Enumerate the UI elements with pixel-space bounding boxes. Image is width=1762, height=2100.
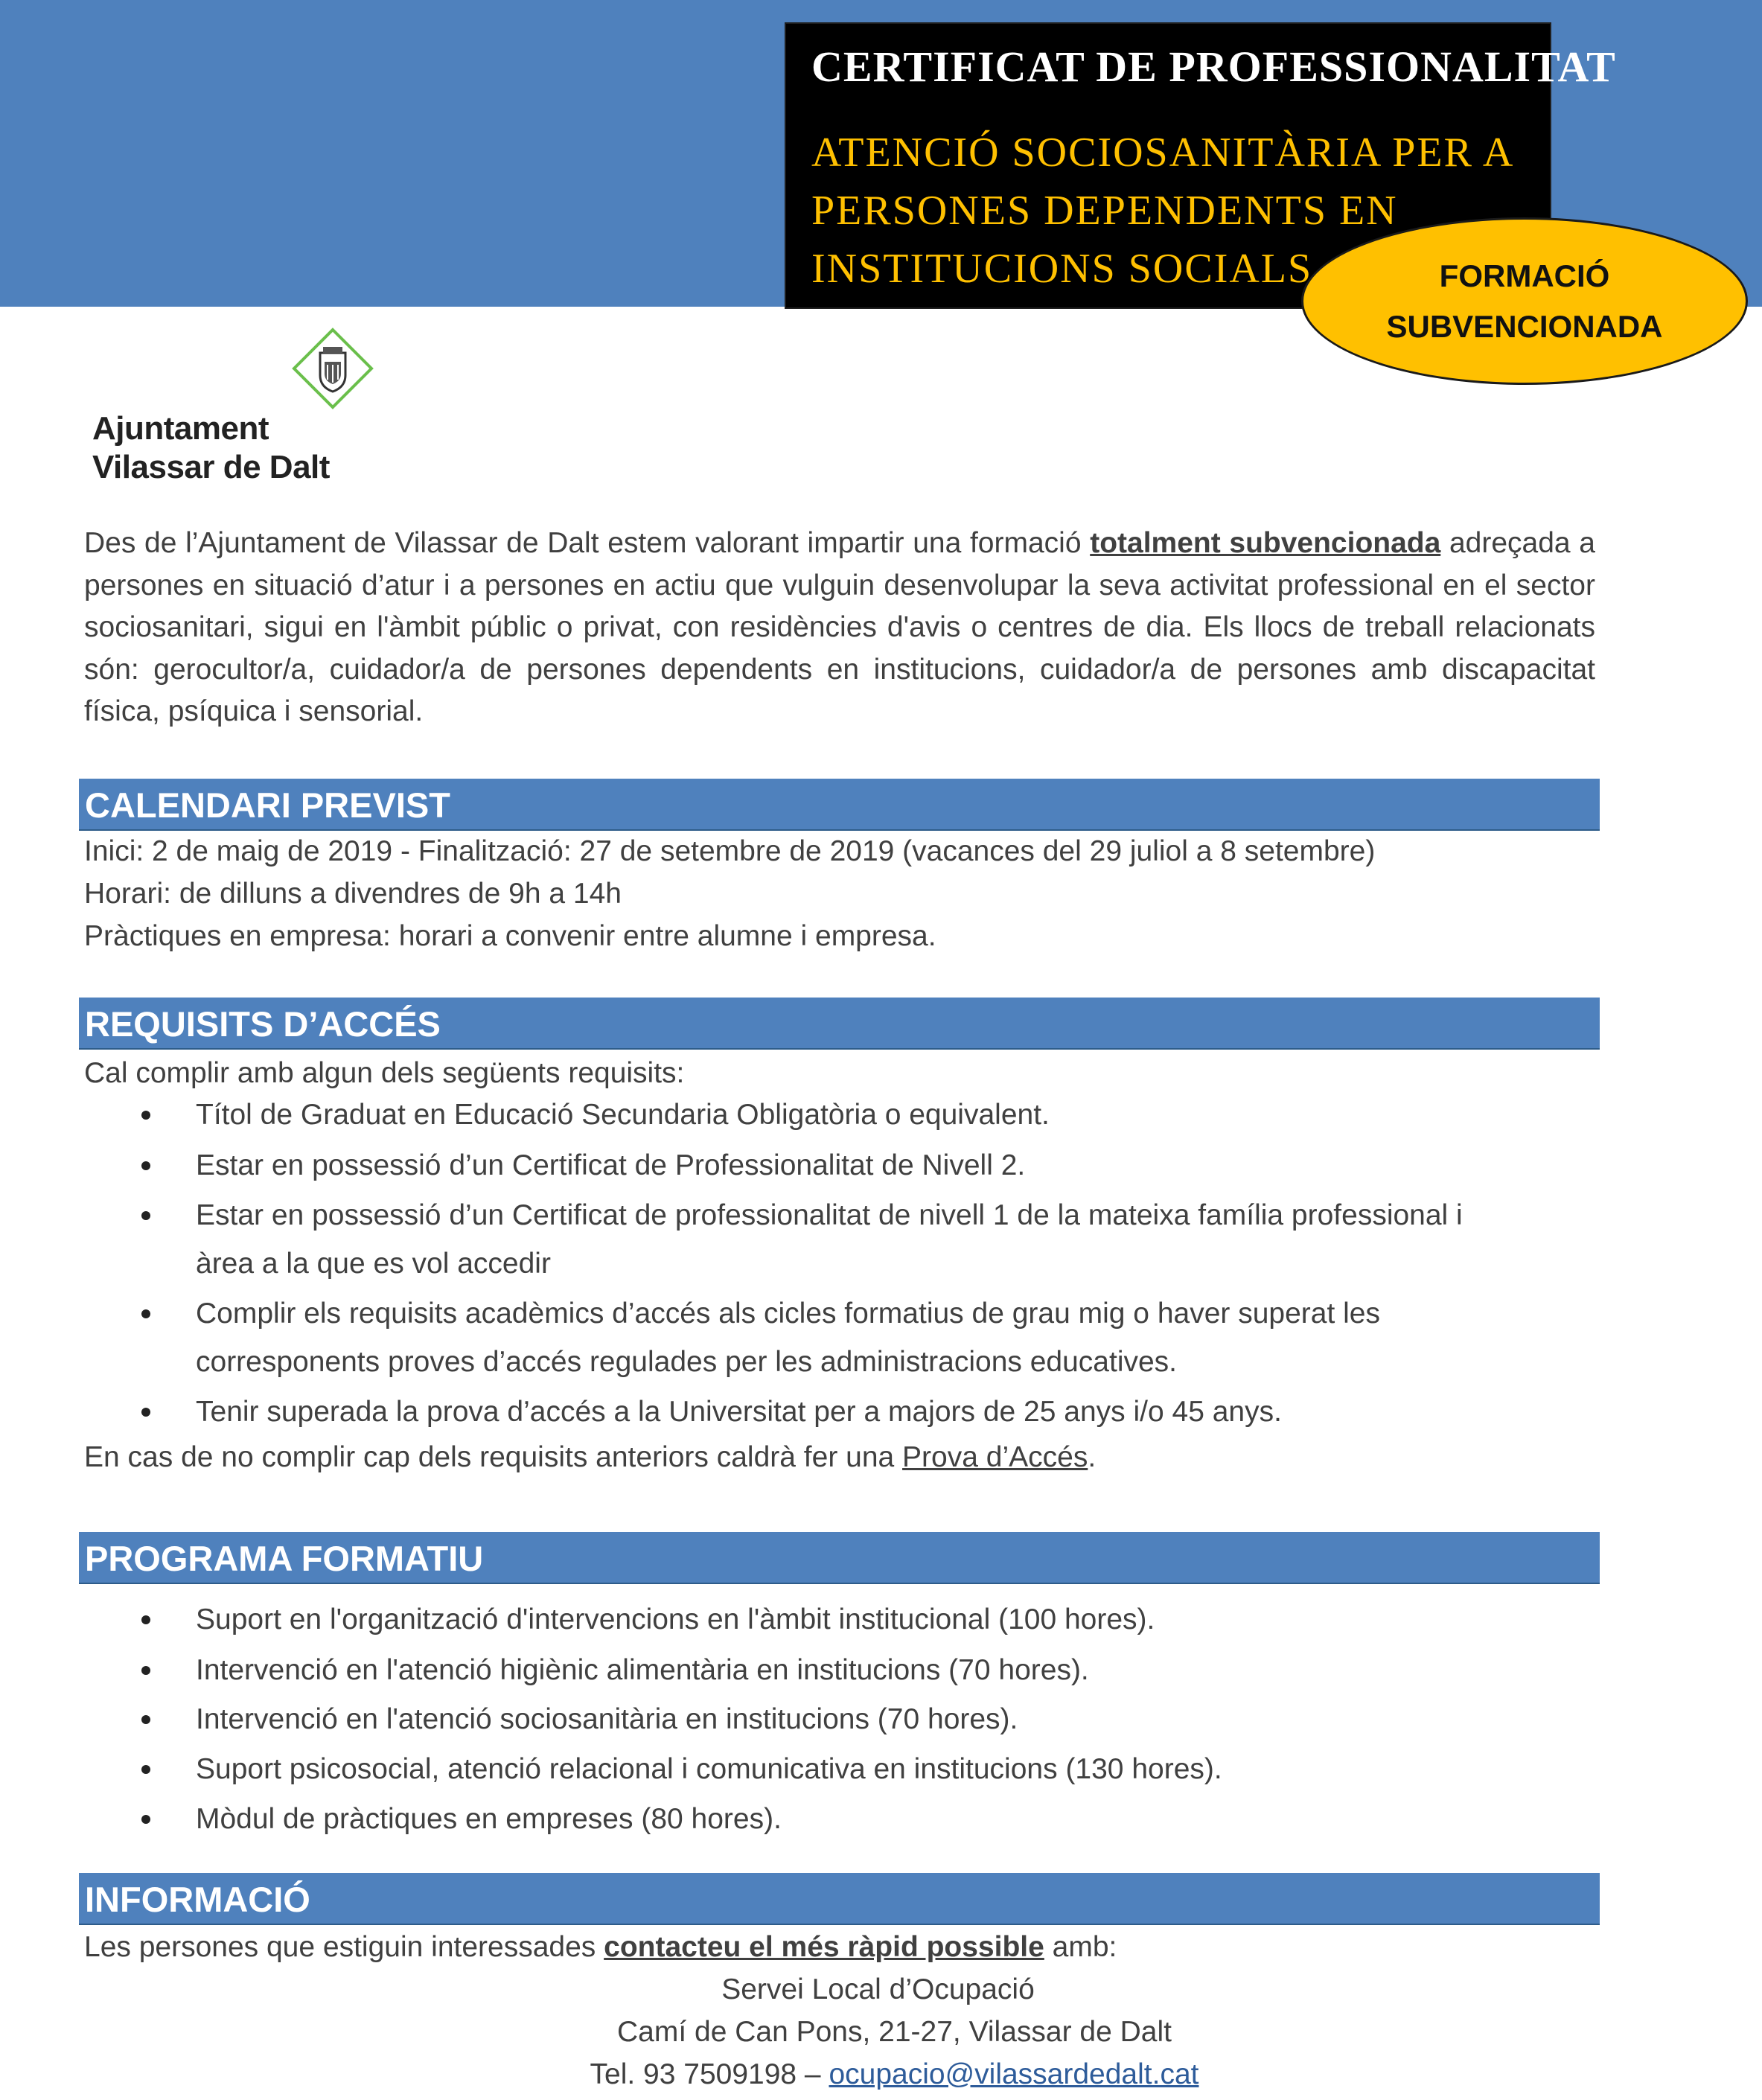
coat-of-arms-icon <box>292 328 374 409</box>
list-item: Tenir superada la prova d’accés a la Universitat per a majors de 25 anys i/o 45 anys. <box>196 1396 1282 1428</box>
list-item: Mòdul de pràctiques en empreses (80 hores). <box>196 1803 782 1835</box>
intro-text: Des de l’Ajuntament de Vilassar de Dalt estem valorant impartir una formació <box>84 527 1091 559</box>
requirements-intro: Cal complir amb algun dels següents requisits: <box>84 1057 685 1089</box>
list-item: Intervenció en l'atenció sociosanitària en institucions (70 hores). <box>196 1703 1018 1735</box>
course-title-line: INSTITUCIONS SOCIALS <box>811 246 1313 292</box>
office-address <box>0 2011 1762 2053</box>
bullet-icon <box>141 1765 150 1774</box>
list-item: Estar en possessió d’un Certificat de Professionalitat de Nivell 2. <box>196 1149 1026 1181</box>
badge-line: SUBVENCIONADA <box>1386 308 1663 344</box>
bullet-icon <box>141 1815 150 1824</box>
contact-highlight: contacteu el més ràpid possible <box>604 1931 1044 1963</box>
contact-intro <box>84 1927 1117 1968</box>
logo-line: Ajuntament <box>92 410 269 447</box>
section-heading-calendari <box>79 779 1600 831</box>
list-item: Estar en possessió d’un Certificat de professionalitat de nivell 1 de la mateixa família professional i <box>196 1199 1463 1231</box>
section-heading-label: CALENDARI PREVIST <box>85 785 450 825</box>
bullet-icon <box>141 1161 150 1170</box>
list-item: Suport en l'organització d'intervencions en l'àmbit institucional (100 hores). <box>196 1603 1155 1635</box>
list-item: Intervenció en l'atenció higiènic alimentària en institucions (70 hores). <box>196 1654 1089 1686</box>
bullet-icon <box>141 1715 150 1724</box>
logo-text <box>92 409 330 487</box>
intro-highlight: totalment subvencionada <box>1090 527 1441 559</box>
office-name-text: Servei Local d’Ocupació <box>721 1973 1035 2005</box>
office-name <box>0 1969 1762 2011</box>
badge-line: FORMACIÓ <box>1439 258 1610 293</box>
intro-paragraph <box>84 523 1595 733</box>
bullet-icon <box>141 1309 150 1318</box>
calendar-schedule: Horari: de dilluns a divendres de 9h a 14h <box>84 878 622 910</box>
bullet-icon <box>141 1211 150 1220</box>
list-item: Complir els requisits acadèmics d’accés als cicles formatius de grau mig o haver superat les <box>196 1298 1380 1330</box>
phone-text: Tel. 93 7509198 – <box>590 2058 829 2090</box>
closing-text: . <box>1088 1441 1097 1473</box>
list-item-continuation: àrea a la que es vol accedir <box>196 1248 551 1280</box>
logo-line: Vilassar de Dalt <box>92 449 330 485</box>
bullet-icon <box>141 1111 150 1120</box>
contact-text: Les persones que estiguin interessades <box>84 1931 604 1963</box>
access-test-link[interactable]: Prova d’Accés <box>902 1441 1088 1473</box>
intro-text: adreçada a persones en situació d’atur i a persones en actiu que vulguin desenvolupar la seva activitat professional en el sector sociosanitari, sigui en l'àmbit públic o privat, con residències d'avis o centres de dia. Els llocs de treball relacionats són: gerocultor/a, cuidador/a de persones dependents en institucions, cuidador/a de persones amb discapacitat física, psíquica i sensorial. <box>84 527 1595 727</box>
closing-text: En cas de no complir cap dels requisits anteriors caldrà fer una <box>84 1441 903 1473</box>
bullet-icon <box>141 1408 150 1417</box>
section-heading-requisits <box>79 998 1600 1050</box>
subsidized-badge <box>1301 217 1748 385</box>
section-heading-programa <box>79 1532 1600 1584</box>
bullet-icon <box>141 1666 150 1675</box>
list-item: Títol de Graduat en Educació Secundaria Obligatòria o equivalent. <box>196 1099 1050 1131</box>
list-item-continuation: corresponents proves d’accés regulades per les administracions educatives. <box>196 1346 1178 1378</box>
requirements-closing <box>84 1437 1096 1478</box>
calendar-internship: Pràctiques en empresa: horari a convenir entre alumne i empresa. <box>84 920 936 952</box>
contact-text: amb: <box>1044 1931 1117 1963</box>
office-address-text: Camí de Can Pons, 21-27, Vilassar de Dalt <box>617 2016 1172 2048</box>
email-link[interactable]: ocupacio@vilassardedalt.cat <box>829 2058 1199 2090</box>
bullet-icon <box>141 1615 150 1624</box>
certificate-title: CERTIFICAT DE PROFESSIONALITAT <box>811 42 1616 91</box>
office-contact <box>0 2054 1762 2096</box>
section-heading-informacio <box>79 1873 1600 1925</box>
section-heading-label: INFORMACIÓ <box>85 1880 310 1919</box>
calendar-dates: Inici: 2 de maig de 2019 - Finalització: 27 de setembre de 2019 (vacances del 29 juliol a 8 setembre) <box>84 835 1376 867</box>
course-title-line: PERSONES DEPENDENTS EN <box>811 188 1398 234</box>
section-heading-label: REQUISITS D’ACCÉS <box>85 1004 441 1044</box>
course-title-line: ATENCIÓ SOCIOSANITÀRIA PER A <box>811 130 1515 176</box>
section-heading-label: PROGRAMA FORMATIU <box>85 1539 484 1578</box>
list-item: Suport psicosocial, atenció relacional i comunicativa en institucions (130 hores). <box>196 1753 1222 1785</box>
town-hall-logo <box>92 328 390 491</box>
